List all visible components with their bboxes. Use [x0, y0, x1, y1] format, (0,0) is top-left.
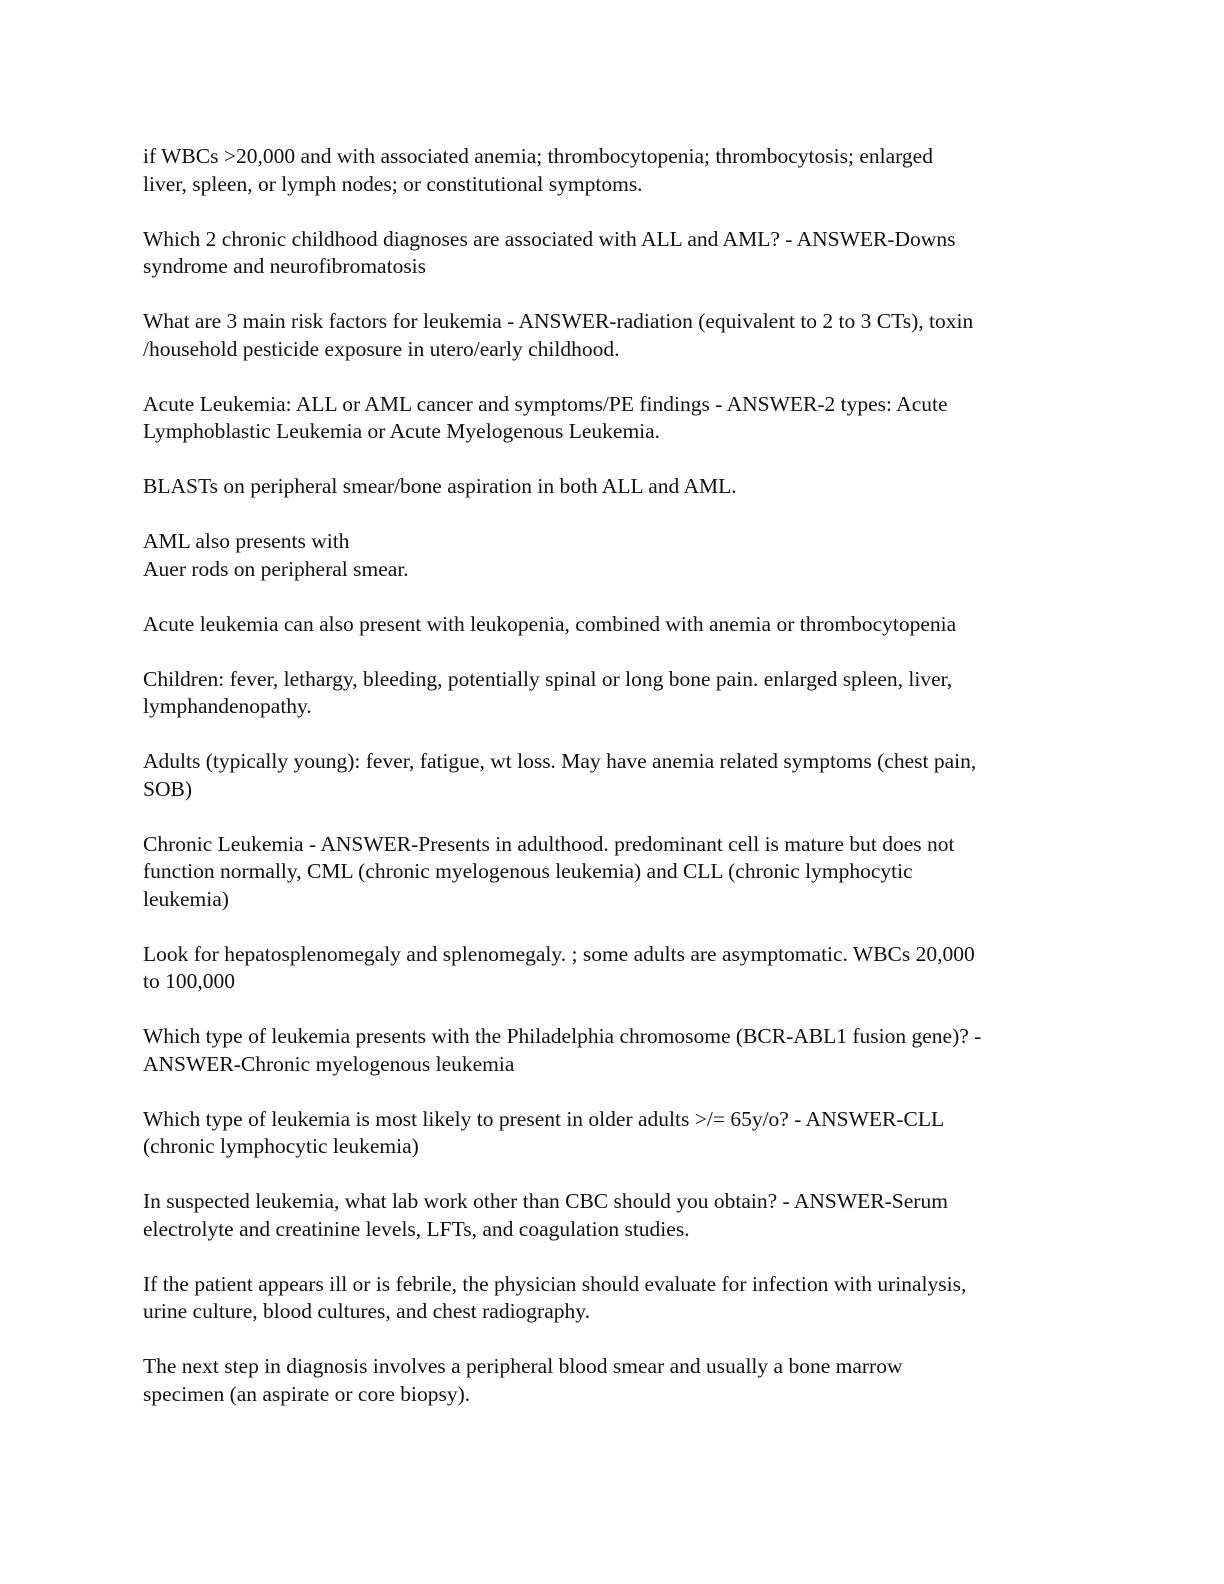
text-line: BLASTs on peripheral smear/bone aspiration in both ALL and AML.	[143, 474, 737, 498]
text-line: Lymphoblastic Leukemia or Acute Myelogenous Leukemia.	[143, 419, 661, 443]
paragraph-risk-factors	[143, 308, 1083, 363]
paragraph-aml-auer-rods	[143, 528, 1083, 583]
text-line: if WBCs >20,000 and with associated anemia; thrombocytopenia; thrombocytosis; enlarged	[143, 144, 933, 168]
text-line: Acute leukemia can also present with leukopenia, combined with anemia or thrombocytopenia	[143, 611, 957, 636]
text-line: What are 3 main risk factors for leukemia - ANSWER-radiation (equivalent to 2 to 3 CTs), toxin	[143, 309, 974, 333]
paragraph-children-symptoms	[143, 666, 1083, 721]
text-line: Acute Leukemia: ALL or AML cancer and symptoms/PE findings - ANSWER-2 types: Acute	[143, 391, 948, 416]
text-line: /household pesticide exposure in utero/early childhood.	[143, 336, 620, 361]
paragraph-infection-evaluation	[143, 1271, 1083, 1326]
text-line: AML also presents with	[143, 529, 350, 553]
text-line: In suspected leukemia, what lab work other than CBC should you obtain? - ANSWER-Serum	[143, 1189, 948, 1213]
text-line: ANSWER-Chronic myelogenous leukemia	[143, 1051, 515, 1076]
paragraph-childhood-diagnoses	[143, 226, 1083, 281]
text-line: Chronic Leukemia - ANSWER-Presents in adulthood. predominant cell is mature but does not	[143, 831, 955, 856]
paragraph-acute-leukemia	[143, 391, 1083, 446]
text-line: Look for hepatosplenomegaly and splenomegaly. ; some adults are asymptomatic. WBCs 20,000	[143, 941, 975, 966]
paragraph-philadelphia-chromosome	[143, 1023, 1083, 1078]
text-line: specimen (an aspirate or core biopsy).	[143, 1381, 471, 1406]
text-line: lymphandenopathy.	[143, 694, 312, 718]
paragraph-wbc-criteria	[143, 143, 1083, 198]
text-line: Adults (typically young): fever, fatigue, wt loss. May have anemia related symptoms (chest pain,	[143, 749, 977, 773]
text-line: Which type of leukemia presents with the Philadelphia chromosome (BCR-ABL1 fusion gene)? -	[143, 1024, 982, 1048]
text-line: Which type of leukemia is most likely to present in older adults >/= 65y/o? - ANSWER-CLL	[143, 1106, 945, 1131]
text-line: Auer rods on peripheral smear.	[143, 556, 409, 581]
document-body	[143, 143, 1083, 1436]
text-line: leukemia)	[143, 886, 229, 911]
paragraph-blasts	[143, 473, 1083, 501]
text-line: liver, spleen, or lymph nodes; or constitutional symptoms.	[143, 171, 643, 196]
paragraph-hepatosplenomegaly	[143, 941, 1083, 996]
text-line: urine culture, blood cultures, and chest radiography.	[143, 1299, 590, 1323]
text-line: (chronic lymphocytic leukemia)	[143, 1134, 419, 1158]
text-line: electrolyte and creatinine levels, LFTs, and coagulation studies.	[143, 1216, 690, 1241]
text-line: The next step in diagnosis involves a peripheral blood smear and usually a bone marrow	[143, 1354, 903, 1378]
text-line: Children: fever, lethargy, bleeding, potentially spinal or long bone pain. enlarged spleen, liver,	[143, 666, 953, 691]
text-line: SOB)	[143, 776, 192, 801]
paragraph-chronic-leukemia	[143, 831, 1083, 914]
text-line: function normally, CML (chronic myelogenous leukemia) and CLL (chronic lymphocytic	[143, 859, 913, 883]
paragraph-leukopenia	[143, 611, 1083, 639]
text-line: to 100,000	[143, 969, 235, 993]
paragraph-older-adults-cll	[143, 1106, 1083, 1161]
text-line: If the patient appears ill or is febrile, the physician should evaluate for infection with urinalysis,	[143, 1271, 967, 1296]
text-line: syndrome and neurofibromatosis	[143, 254, 427, 278]
paragraph-adult-symptoms	[143, 748, 1083, 803]
text-line: Which 2 chronic childhood diagnoses are associated with ALL and AML? - ANSWER-Downs	[143, 226, 956, 251]
paragraph-next-step-diagnosis	[143, 1353, 1083, 1408]
paragraph-lab-work	[143, 1188, 1083, 1243]
